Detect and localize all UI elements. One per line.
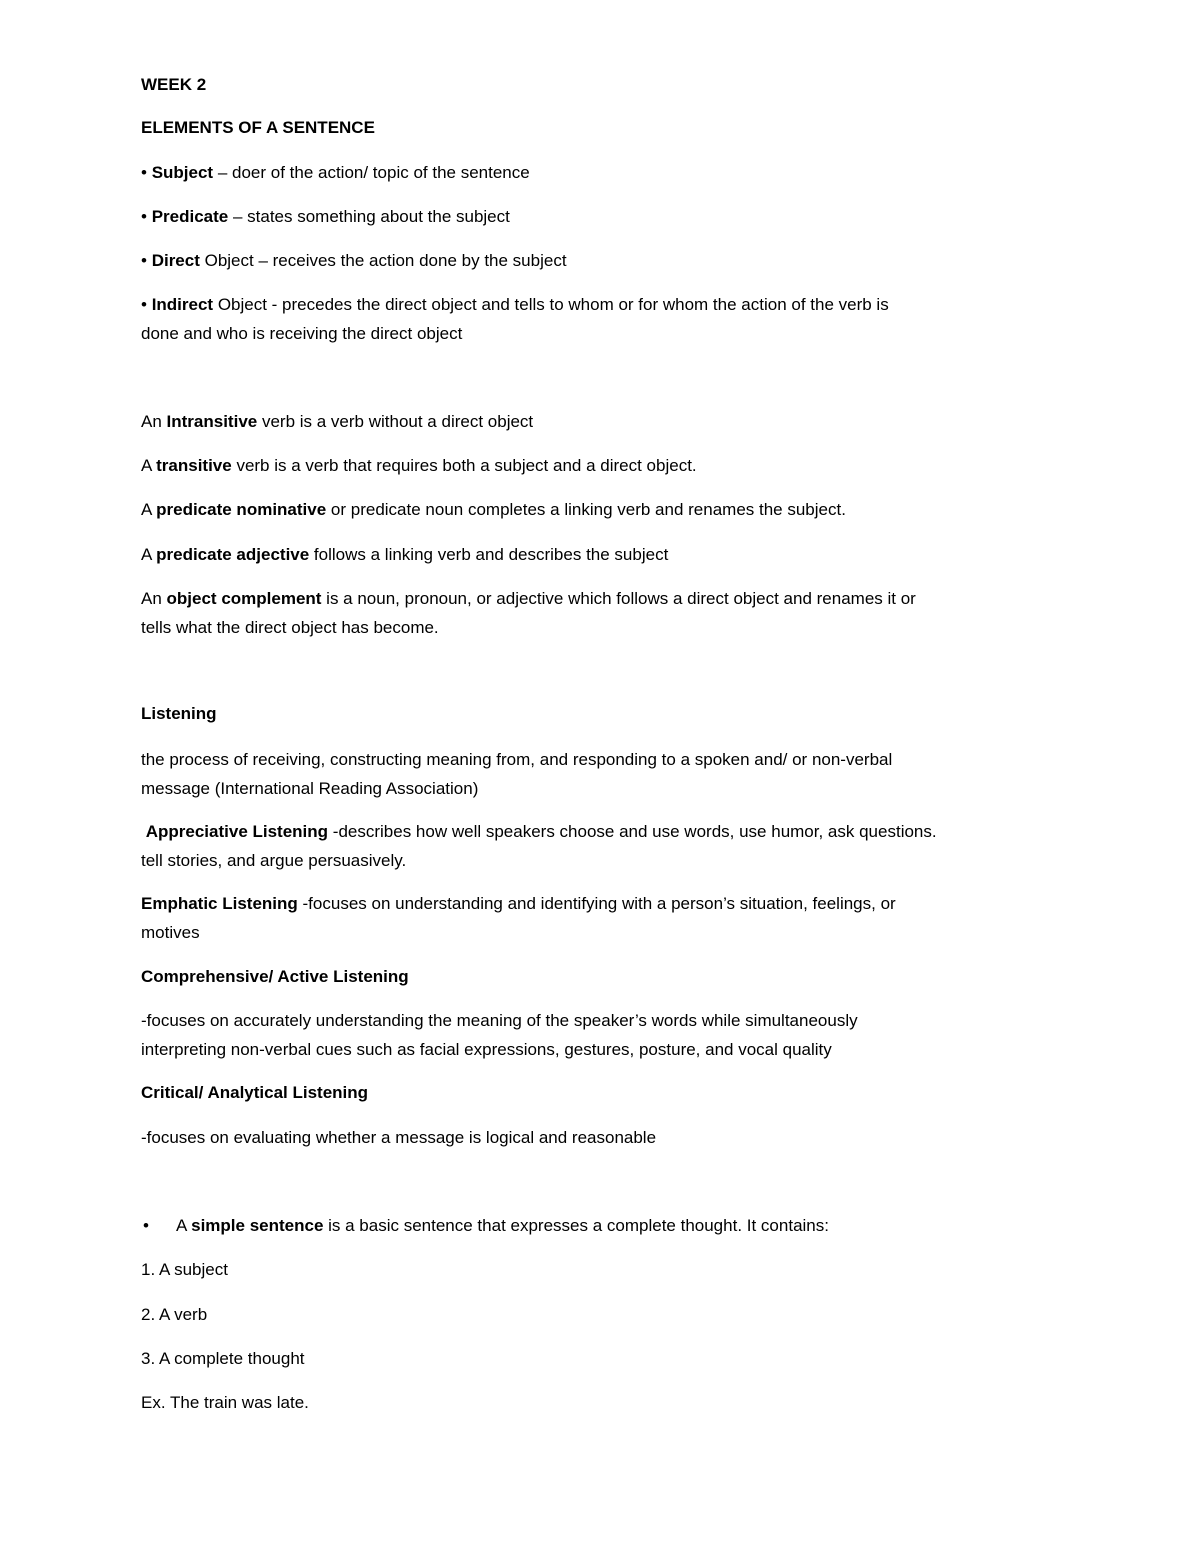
element-subject: • Subject – doer of the action/ topic of the sentence <box>141 163 530 182</box>
listening-title: Listening <box>141 704 217 723</box>
listening-definition: the process of receiving, constructing meaning from, and responding to a spoken and/ or non-verbal message (International Reading Association) <box>141 750 893 798</box>
comprehensive-listening-text: -focuses on accurately understanding the meaning of the speaker’s words while simultaneously interpreting non-verbal cues such as facial expressions, gestures, posture, and vocal quality <box>141 1011 858 1059</box>
list-item: 3. A complete thought <box>141 1349 305 1368</box>
section-title: ELEMENTS OF A SENTENCE <box>141 118 375 137</box>
comprehensive-listening-title: Comprehensive/ Active Listening <box>141 967 409 986</box>
verb-transitive: A transitive verb is a verb that requires both a subject and a direct object. <box>141 456 697 475</box>
appreciative-listening: Appreciative Listening -describes how well speakers choose and use words, use humor, ask questions. tell stories, and argue persuasively. <box>141 822 937 870</box>
predicate-nominative: A predicate nominative or predicate noun completes a linking verb and renames the subject. <box>141 500 846 519</box>
example-sentence: Ex. The train was late. <box>141 1393 309 1412</box>
list-item: 2. A verb <box>141 1305 208 1324</box>
predicate-adjective: A predicate adjective follows a linking verb and describes the subject <box>141 545 669 564</box>
object-complement: An object complement is a noun, pronoun, or adjective which follows a direct object and renames it or tells what the direct object has become. <box>141 589 916 637</box>
week-label: WEEK 2 <box>141 75 207 94</box>
element-predicate: • Predicate – states something about the subject <box>141 207 510 226</box>
bullet-icon: • <box>143 1216 149 1235</box>
critical-listening-title: Critical/ Analytical Listening <box>141 1083 369 1102</box>
critical-listening-text: -focuses on evaluating whether a message is logical and reasonable <box>141 1128 657 1147</box>
list-item: 1. A subject <box>141 1260 228 1279</box>
element-indirect-object: • Indirect Object - precedes the direct object and tells to whom or for whom the action of the verb is done and who is receiving the direct object <box>141 295 889 343</box>
simple-sentence: A simple sentence is a basic sentence that expresses a complete thought. It contains: <box>176 1216 829 1235</box>
verb-intransitive: An Intransitive verb is a verb without a direct object <box>141 412 534 431</box>
element-direct-object: • Direct Object – receives the action done by the subject <box>141 251 567 270</box>
emphatic-listening: Emphatic Listening -focuses on understanding and identifying with a person’s situation, feelings, or motives <box>141 894 896 942</box>
